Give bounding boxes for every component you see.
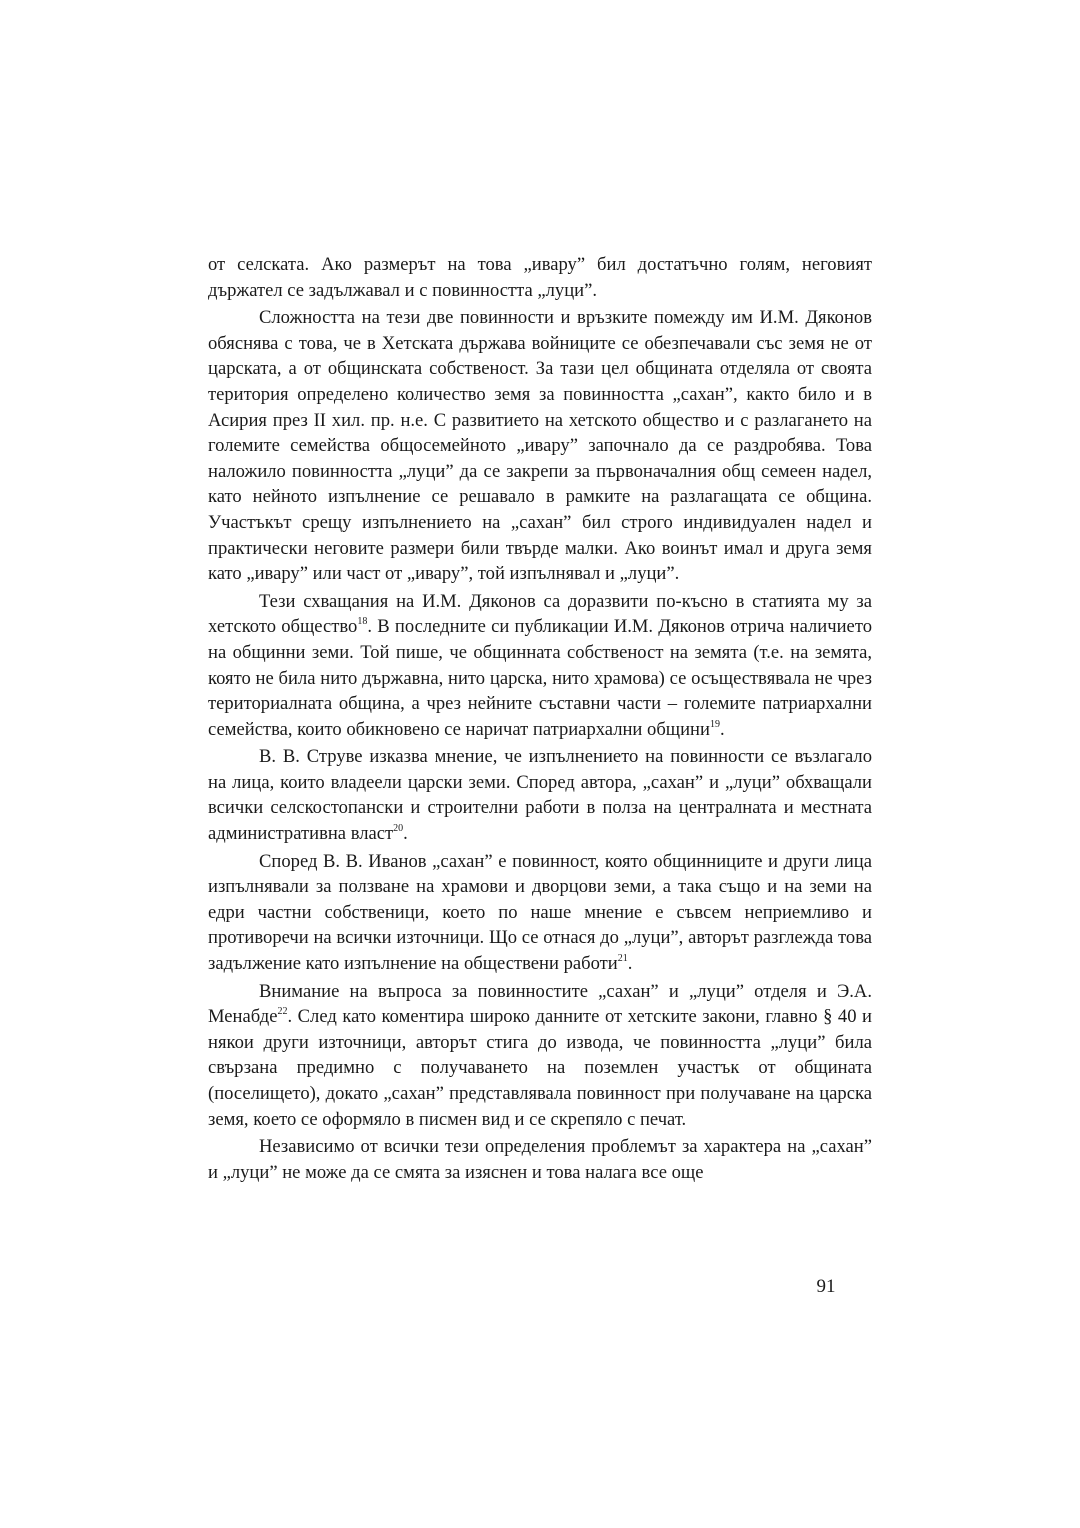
paragraph: [208, 979, 872, 1133]
footnote-ref: 20: [393, 822, 404, 834]
paragraph-text: Сложността на тези две повинности и връзките помежду им И.М. Дяконов обяснява с това, че в Хетската държава войниците се обезпечавали със земя не от царската, а от общинската собственост. За тази цел общината отделяла от своята територия определено количество земя за повинността „сахан”, както било и в Асирия през II хил. пр. н.е. С развитието на хетското общество и с разлагането на големите семейства общосемейното „ивару” започнало да се раздробява. Това наложило повинността „луци” да се закрепи за първоначалния общ семеен надел, като нейното изпълнение се решавало в рамките на разлагащата се община. Участъкът срещу изпълнението на „сахан” бил строго индивидуален надел и практически неговите размери били твърде малки. Ако воинът имал и друга земя като „ивару” или част от „ивару”, той изпълнявал и „луци”.: [208, 307, 872, 585]
paragraph: [208, 1134, 872, 1185]
footnote-ref: 19: [709, 718, 720, 730]
paragraph: [208, 305, 872, 587]
paragraph: [208, 849, 872, 977]
page-number: 91: [816, 1276, 836, 1297]
page-body: [208, 252, 872, 1187]
paragraph-text: . След като коментира широко данните от хетските закони, главно § 40 и някои други източници, авторът стига до извода, че повинността „луци” била свързана предимно с получаването на поземлен участък от общината (поселището), докато „сахан” представлявала повинност при получаване на царска земя, което се оформяло в писмен вид и се скрепяло с печат.: [208, 1006, 872, 1130]
paragraph-text: .: [627, 953, 633, 975]
paragraph-text: от селската. Ако размерът на това „ивару” бил достатъчно голям, неговият държател се задължавал и с повинността „луци”.: [208, 254, 872, 301]
paragraph-text: Независимо от всички тези определения проблемът за характера на „сахан” и „луци” не може да се смята за изяснен и това налага все още: [208, 1136, 872, 1183]
footnote-ref: 22: [277, 1006, 288, 1018]
paragraph: [208, 589, 872, 743]
paragraph-text: . В последните си публикации И.М. Дяконов отрича наличието на общинни земи. Той пише, че общинната собственост на земята (т.е. на земята, която не била нито държавна, нито царска, нито храмова) се осъществявала не чрез териториалната община, а чрез нейните съставни части – големите патриархални семейства, които обикновено се наричат патриархални общини: [208, 616, 872, 740]
paragraph-text: Внимание на въпроса за повинностите „сахан” и „луци” отделя и Э.А. Менабде: [208, 980, 872, 1028]
paragraph-text: .: [719, 718, 725, 740]
paragraph-text: Според В. В. Иванов „сахан” е повинност, която общинниците и други лица изпълнявали за ползване на храмови и дворцови земи, а така също и на земи на едри частни собственици, което по наше мнение е съвсем неприемливо и противоречи на всички източници. Що се отнася до „луци”, авторът разглежда това задължение като изпълнение на обществени работи: [208, 850, 872, 975]
footnote-ref: 21: [617, 952, 628, 964]
paragraph: [208, 252, 872, 303]
footnote-ref: 18: [357, 616, 368, 628]
paragraph-text: Тези схващания на И.М. Дяконов са доразвити по-късно в статията му за хетското общество: [208, 590, 872, 638]
paragraph: [208, 744, 872, 846]
paragraph-text: .: [403, 823, 408, 845]
paragraph-text: В. В. Струве изказва мнение, че изпълнението на повинности се възлагало на лица, които владеели царски земи. Според автора, „сахан” и „луци” обхващали всички селскостопански и строителни работи в полза на централната и местната административна власт: [208, 746, 872, 845]
